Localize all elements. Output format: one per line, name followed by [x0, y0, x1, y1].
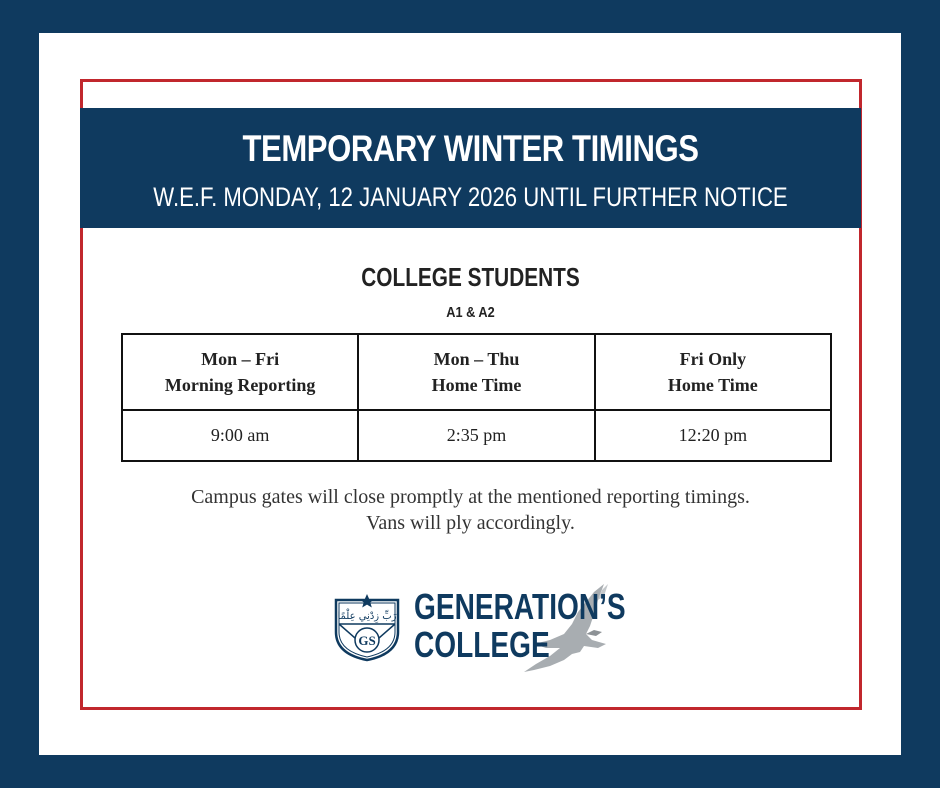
college-name-line: GENERATION’S: [414, 586, 626, 627]
section-heading: COLLEGE STUDENTS: [361, 262, 580, 292]
college-name: [414, 588, 626, 664]
crest-motto: رَبِّ زِدْنِي عِلْمًا: [337, 611, 397, 622]
table-row: [122, 410, 831, 461]
table-cell-time: 2:35 pm: [358, 410, 594, 461]
banner-title: TEMPORARY WINTER TIMINGS: [242, 128, 699, 169]
notice-line: Campus gates will close promptly at the mentioned reporting timings.: [191, 486, 750, 508]
header-days: Mon – Thu: [433, 349, 520, 369]
header-days: Mon – Fri: [201, 349, 280, 369]
title-banner: [80, 108, 861, 228]
crest-initials: GS: [358, 633, 376, 648]
table-header-cell: [358, 334, 594, 410]
header-days: Fri Only: [679, 349, 747, 369]
table-cell-time: 12:20 pm: [595, 410, 831, 461]
table-header-cell: [122, 334, 358, 410]
section-subheading: A1 & A2: [446, 304, 495, 321]
header-label: Morning Reporting: [164, 375, 316, 395]
timings-table: [121, 333, 832, 462]
header-label: Home Time: [431, 375, 522, 395]
college-crest-logo: [333, 592, 401, 662]
header-label: Home Time: [667, 375, 758, 395]
college-name-line: COLLEGE: [414, 624, 550, 665]
notice-line: Vans will ply accordingly.: [366, 512, 575, 534]
table-cell-time: 9:00 am: [122, 410, 358, 461]
table-header-row: [122, 334, 831, 410]
table-header-cell: [595, 334, 831, 410]
notice-text: [80, 484, 861, 536]
banner-subtitle: W.E.F. MONDAY, 12 JANUARY 2026 UNTIL FURTHER NOTICE: [153, 182, 788, 212]
